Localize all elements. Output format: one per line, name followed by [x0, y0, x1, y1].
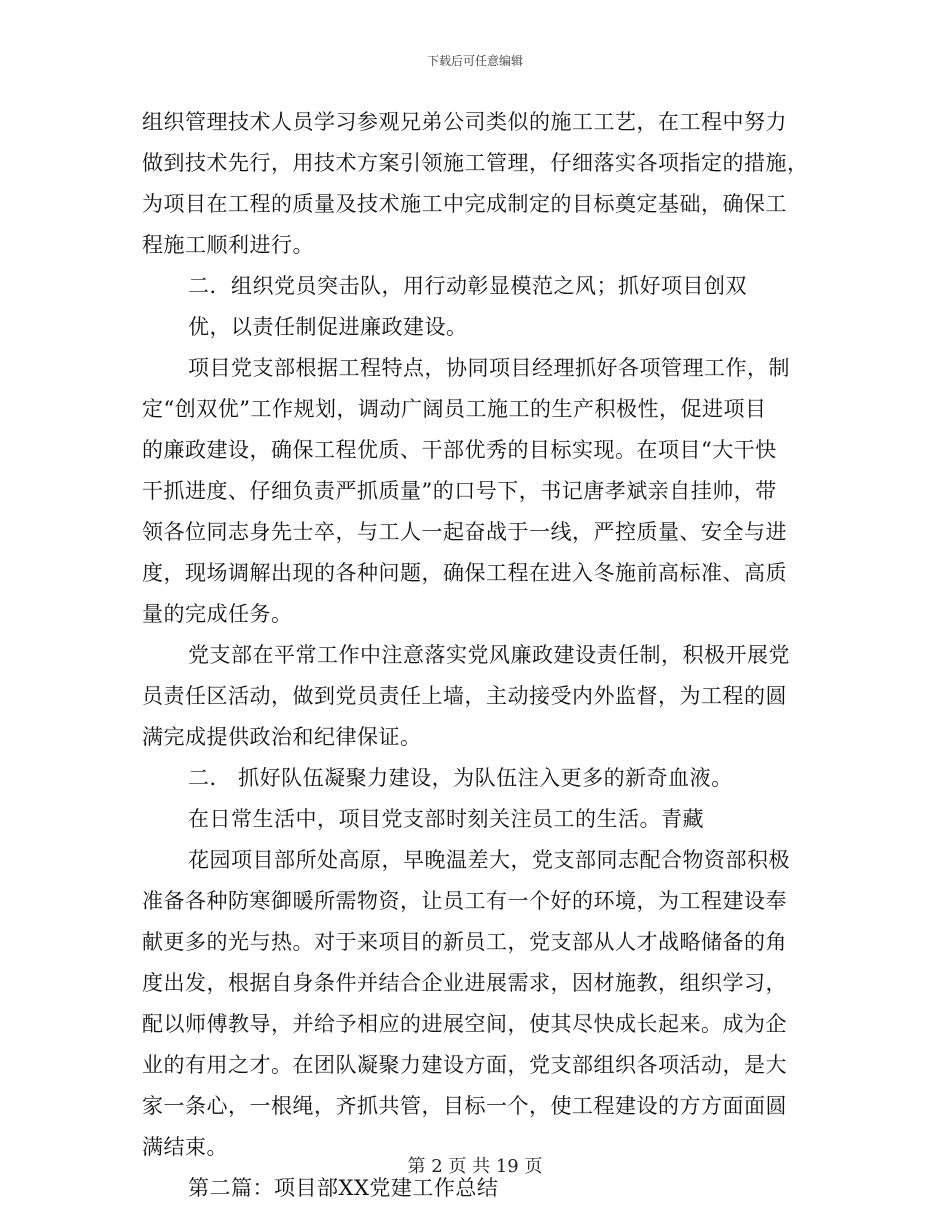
- text-line: 献更多的光与热。对于来项目的新员工，党支部从人才战略储备的角: [142, 930, 787, 954]
- text-line: 领各位同志身先士卒，与工人一起奋战于一线，严控质量、安全与进: [142, 520, 787, 544]
- document-body: [142, 102, 812, 1209]
- text-line: 满完成提供政治和纪律保证。: [142, 725, 422, 749]
- text-line: 员责任区活动，做到党员责任上墙，主动接受内外监督，为工程的圆: [142, 684, 787, 708]
- text-line: 项目党支部根据工程特点，协同项目经理抓好各项管理工作，制: [188, 356, 790, 380]
- text-line: 度出发，根据自身条件并结合企业进展需求，因材施教，组织学习，: [142, 971, 787, 995]
- text-line: 在日常生活中，项目党支部时刻关注员工的生活。青藏: [188, 807, 704, 831]
- text-line: 准备各种防寒御暖所需物资，让员工有一个好的环境，为工程建设奉: [142, 889, 787, 913]
- page-footer: 第 2 页 共 19 页: [407, 1156, 543, 1177]
- text-line: 做到技术先行，用技术方案引领施工管理，仔细落实各项指定的措施，: [142, 151, 809, 175]
- text-line: 程施工顺利进行。: [142, 233, 314, 257]
- text-line: 第二篇：项目部XX党建工作总结: [188, 1176, 499, 1200]
- text-line: 定“创双优”工作规划，调动广阔员工施工的生产积极性，促进项目: [142, 397, 767, 421]
- page-header: 下载后可任意编辑: [426, 54, 523, 68]
- text-line: 组织管理技术人员学习参观兄弟公司类似的施工工艺，在工程中努力: [142, 110, 787, 134]
- text-line: 满结束。: [142, 1135, 228, 1159]
- text-line: 的廉政建设，确保工程优质、干部优秀的目标实现。在项目“大干快: [142, 438, 777, 462]
- text-line: 度，现场调解出现的各种问题，确保工程在进入冬施前高标准、高质: [142, 561, 787, 585]
- text-line: 为项目在工程的质量及技术施工中完成制定的目标奠定基础，确保工: [142, 192, 787, 216]
- text-line: 党支部在平常工作中注意落实党风廉政建设责任制，积极开展党: [188, 643, 790, 667]
- text-line: 业的有用之才。在团队凝聚力建设方面，党支部组织各项活动，是大: [142, 1053, 787, 1077]
- text-line: 家一条心，一根绳，齐抓共管，目标一个，使工程建设的方方面面圆: [142, 1094, 787, 1118]
- text-line: 配以师傅教导，并给予相应的进展空间，使其尽快成长起来。成为企: [142, 1012, 787, 1036]
- text-line: 二． 抓好队伍凝聚力建设，为队伍注入更多的新奇血液。: [188, 766, 733, 790]
- text-line: 干抓进度、仔细负责严抓质量”的口号下，书记唐孝斌亲自挂帅，带: [142, 479, 777, 503]
- text-line: 二．组织党员突击队，用行动彰显模范之风；抓好项目创双: [188, 274, 747, 298]
- text-line: 优，以责任制促进廉政建设。: [188, 315, 468, 339]
- text-line: 量的完成任务。: [142, 602, 293, 626]
- text-line: 花园项目部所处高原，早晚温差大，党支部同志配合物资部积极: [188, 848, 790, 872]
